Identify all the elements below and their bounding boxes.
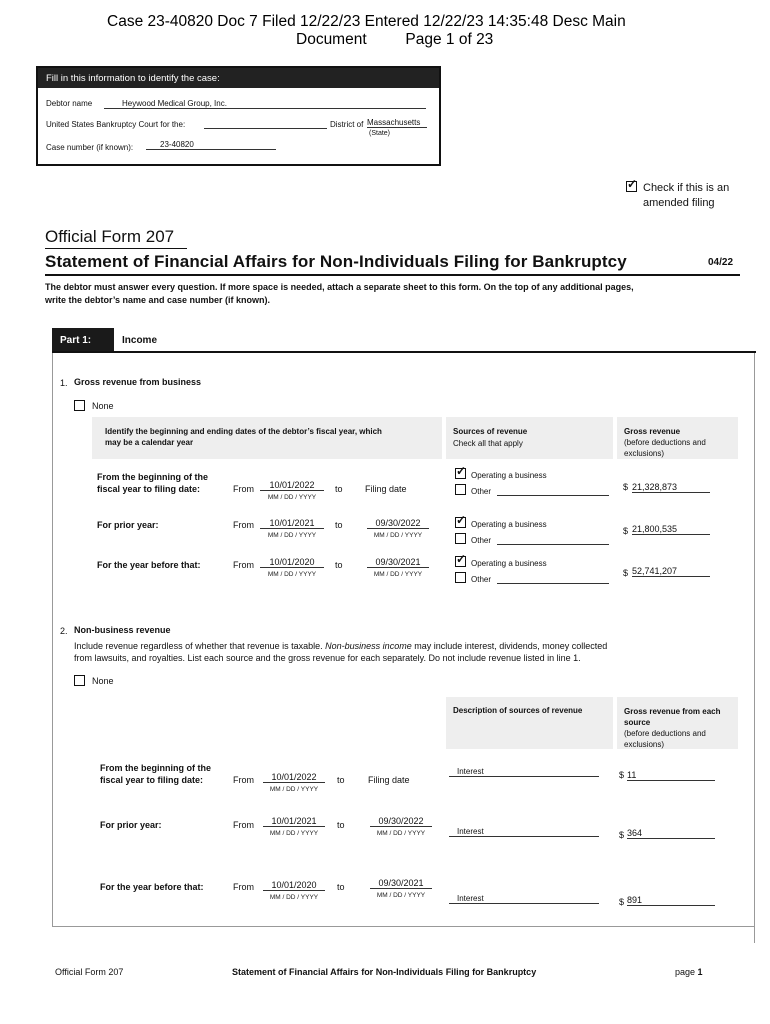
identify-box-title: Fill in this information to identify the case: xyxy=(38,68,439,88)
q1-row2-start-date[interactable]: 10/01/2020 xyxy=(260,557,324,568)
q1-header-identify xyxy=(92,417,442,459)
q2-row0-to: to xyxy=(337,775,345,785)
q1-row0-end-date[interactable]: Filing date xyxy=(365,484,407,494)
q2-header-gross-line4: exclusions) xyxy=(624,740,665,749)
q1-header-gross xyxy=(617,417,738,459)
q2-title: Non-business revenue xyxy=(74,625,171,635)
q2-row1-amount[interactable]: 364 xyxy=(627,828,715,839)
q2-row2-dollar: $ xyxy=(619,897,625,907)
q1-row2-end-date[interactable]: 09/30/2021 xyxy=(367,557,429,568)
debtor-name-field[interactable]: Heywood Medical Group, Inc. xyxy=(104,99,426,109)
q1-number: 1. xyxy=(60,378,68,388)
footer-form-name: Official Form 207 xyxy=(55,967,124,977)
q1-row1-other-field[interactable] xyxy=(497,544,609,545)
district-label: District of xyxy=(330,120,364,129)
q1-header-identify-line1: Identify the beginning and ending dates of the debtor’s fiscal year, which xyxy=(105,427,382,436)
amended-checkbox[interactable] xyxy=(626,181,637,192)
q2-row1-from: From xyxy=(233,820,254,830)
q2-row2-amount[interactable]: 891 xyxy=(627,895,715,906)
q1-row2-other-field[interactable] xyxy=(497,583,609,584)
q2-row0-end-date[interactable]: Filing date xyxy=(368,775,410,785)
q1-row0-start-hint: MM / DD / YYYY xyxy=(267,494,317,501)
q1-header-gross-line3: exclusions) xyxy=(624,449,665,458)
part1-badge xyxy=(52,328,114,353)
q1-row1-operating-checkbox[interactable] xyxy=(455,517,466,528)
q1-row0-operating-checkbox[interactable] xyxy=(455,468,466,479)
footer-page xyxy=(675,967,703,977)
q2-row2-end-date[interactable]: 09/30/2021 xyxy=(370,878,432,889)
q1-row1-end-hint: MM / DD / YYYY xyxy=(373,532,423,539)
q1-row2-from: From xyxy=(233,560,254,570)
q2-row2-start-date[interactable]: 10/01/2020 xyxy=(263,880,325,891)
q1-header-identify-line2: may be a calendar year xyxy=(105,438,194,447)
q1-row1-end-date[interactable]: 09/30/2022 xyxy=(367,518,429,529)
q2-desc-part-b: may include interest, dividends, money collected xyxy=(411,641,608,651)
q1-header-gross-line2: (before deductions and xyxy=(624,438,706,447)
instructions-line1: The debtor must answer every question. If more space is needed, attach a separate sheet to this form. On the top of any additional pages, xyxy=(45,282,634,292)
court-header-line1: Case 23-40820 Doc 7 Filed 12/22/23 Entered 12/22/23 14:35:48 Desc Main xyxy=(107,13,626,30)
q1-header-sources xyxy=(446,417,613,459)
q2-desc-part-a: Include revenue regardless of whether that revenue is taxable. xyxy=(74,641,326,651)
q2-row0-start-hint: MM / DD / YYYY xyxy=(269,786,319,793)
q2-header-desc xyxy=(446,697,613,749)
state-hint: (State) xyxy=(369,130,391,137)
q1-row1-label: For prior year: xyxy=(97,520,159,530)
q1-row0-dollar: $ xyxy=(623,482,629,492)
q1-row0-other-label: Other xyxy=(471,487,492,496)
q2-row0-from: From xyxy=(233,775,254,785)
q2-row1-to: to xyxy=(337,820,345,830)
q1-row1-start-hint: MM / DD / YYYY xyxy=(267,532,317,539)
q1-row0-label-line2: fiscal year to filing date: xyxy=(97,484,201,494)
q2-header-gross-line2: source xyxy=(624,718,651,727)
q2-row0-source[interactable]: Interest xyxy=(449,767,599,777)
title-rule xyxy=(45,274,740,276)
amended-label xyxy=(643,181,729,211)
q1-row1-amount[interactable]: 21,800,535 xyxy=(632,524,710,535)
q2-number: 2. xyxy=(60,626,68,636)
court-header-line2: Document Page 1 of 23 xyxy=(296,31,494,48)
q1-row0-other-checkbox[interactable] xyxy=(455,484,466,495)
form-name: Official Form 207 xyxy=(45,227,187,249)
q2-row0-amount[interactable]: 11 xyxy=(627,770,715,781)
part1-rule xyxy=(52,351,756,353)
q2-none-label: None xyxy=(92,676,114,686)
q1-row0-to: to xyxy=(335,484,343,494)
q2-row0-label-line1: From the beginning of the xyxy=(100,763,211,773)
part1-bottom-border xyxy=(52,926,754,927)
q1-row1-other-checkbox[interactable] xyxy=(455,533,466,544)
q2-row2-label: For the year before that: xyxy=(100,882,204,892)
form-version: 04/22 xyxy=(708,257,734,268)
court-label: United States Bankruptcy Court for the: xyxy=(46,120,186,129)
q1-row0-from: From xyxy=(233,484,254,494)
q1-row0-label xyxy=(97,471,208,495)
part1-title: Income xyxy=(122,335,158,346)
q1-row1-to: to xyxy=(335,520,343,530)
q1-row2-to: to xyxy=(335,560,343,570)
q2-row2-from: From xyxy=(233,882,254,892)
q2-header-desc-text: Description of sources of revenue xyxy=(453,706,583,715)
q1-row0-amount[interactable]: 21,328,873 xyxy=(632,482,710,493)
q1-none-label: None xyxy=(92,401,114,411)
q1-row2-start-hint: MM / DD / YYYY xyxy=(267,571,317,578)
q1-row2-operating-label: Operating a business xyxy=(471,559,547,568)
q1-row1-other-label: Other xyxy=(471,536,492,545)
q2-none-checkbox[interactable] xyxy=(74,675,85,686)
q2-row2-to: to xyxy=(337,882,345,892)
q2-row2-source[interactable]: Interest xyxy=(449,894,599,904)
q2-description xyxy=(74,640,607,664)
q1-row2-other-label: Other xyxy=(471,575,492,584)
q2-row0-dollar: $ xyxy=(619,770,625,780)
q2-row2-end-hint: MM / DD / YYYY xyxy=(376,892,426,899)
amended-label-line1: Check if this is an xyxy=(643,182,730,194)
q2-header-gross-line3: (before deductions and xyxy=(624,729,706,738)
q1-row2-label: For the year before that: xyxy=(97,560,201,570)
q2-row1-dollar: $ xyxy=(619,830,625,840)
q2-desc-emphasis: Non-business income xyxy=(325,641,412,651)
q1-title: Gross revenue from business xyxy=(74,377,202,387)
q1-row2-dollar: $ xyxy=(623,568,629,578)
q1-row0-start-date[interactable]: 10/01/2022 xyxy=(260,480,324,491)
q1-row2-amount[interactable]: 52,741,207 xyxy=(632,566,710,577)
q1-row1-dollar: $ xyxy=(623,526,629,536)
q1-row0-other-field[interactable] xyxy=(497,495,609,496)
q2-row1-source[interactable]: Interest xyxy=(449,827,599,837)
q2-row1-label: For prior year: xyxy=(100,820,162,830)
q1-row2-end-hint: MM / DD / YYYY xyxy=(373,571,423,578)
court-blank-field[interactable] xyxy=(204,128,327,129)
q2-row1-start-hint: MM / DD / YYYY xyxy=(269,830,319,837)
footer-page-label: page xyxy=(675,967,696,977)
part1-label: Part 1: xyxy=(60,335,92,346)
form-title: Statement of Financial Affairs for Non-Individuals Filing for Bankruptcy xyxy=(45,252,627,271)
q1-row1-start-date[interactable]: 10/01/2021 xyxy=(260,518,324,529)
q1-row1-from: From xyxy=(233,520,254,530)
q1-row2-operating-checkbox[interactable] xyxy=(455,556,466,567)
q2-desc-line2: from lawsuits, and royalties. List each source and the gross revenue for each separately. Do not include revenue listed in line 1. xyxy=(74,653,581,663)
q1-header-gross-line1: Gross revenue xyxy=(624,427,681,436)
case-number-field[interactable]: 23-40820 xyxy=(146,140,276,150)
q1-none-checkbox[interactable] xyxy=(74,400,85,411)
q2-row0-label-line2: fiscal year to filing date: xyxy=(100,775,204,785)
district-field[interactable]: Massachusetts xyxy=(367,118,427,128)
q2-header-gross-line1: Gross revenue from each xyxy=(624,707,721,716)
q1-header-sources-line1: Sources of revenue xyxy=(453,427,528,436)
q2-header-gross xyxy=(617,697,738,749)
q1-row1-operating-label: Operating a business xyxy=(471,520,547,529)
part1-left-border xyxy=(52,353,53,927)
q2-row0-start-date[interactable]: 10/01/2022 xyxy=(263,772,325,783)
q2-row1-end-hint: MM / DD / YYYY xyxy=(376,830,426,837)
q2-row2-start-hint: MM / DD / YYYY xyxy=(269,894,319,901)
q1-header-sources-line2: Check all that apply xyxy=(453,439,523,448)
debtor-name-label: Debtor name xyxy=(46,99,93,108)
instructions-line2: write the debtor’s name and case number (if known). xyxy=(45,295,271,305)
part1-right-border xyxy=(754,353,755,943)
form-instructions xyxy=(45,281,634,307)
q1-row2-other-checkbox[interactable] xyxy=(455,572,466,583)
q1-row0-label-line1: From the beginning of the xyxy=(97,472,208,482)
q2-row1-end-date[interactable]: 09/30/2022 xyxy=(370,816,432,827)
footer-page-number: 1 xyxy=(697,967,703,977)
amended-label-line2: amended filing xyxy=(643,197,715,209)
q2-row1-start-date[interactable]: 10/01/2021 xyxy=(263,816,325,827)
q2-row0-label xyxy=(100,762,211,786)
case-number-label: Case number (if known): xyxy=(46,143,134,152)
footer-form-title: Statement of Financial Affairs for Non-Individuals Filing for Bankruptcy xyxy=(232,967,537,977)
q1-row0-operating-label: Operating a business xyxy=(471,471,547,480)
